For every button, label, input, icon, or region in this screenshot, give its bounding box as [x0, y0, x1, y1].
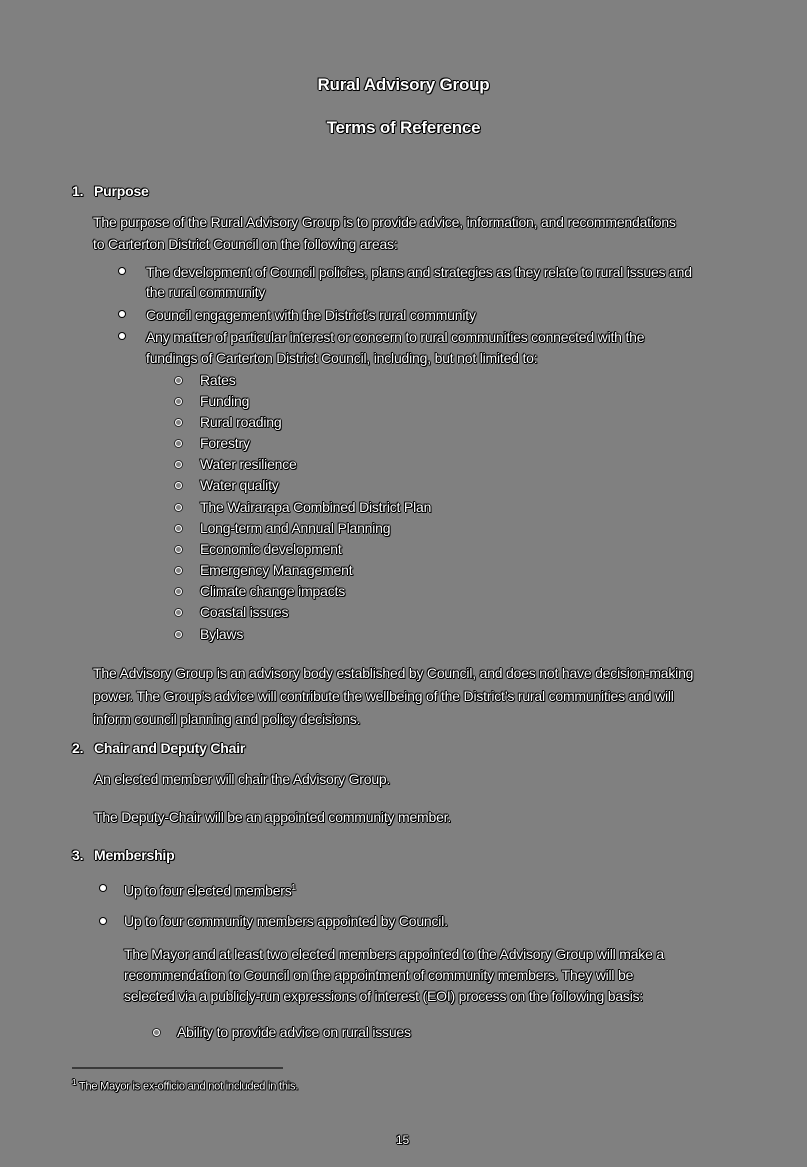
- basis-item-1: Ability to provide advice on rural issues: [177, 1024, 411, 1040]
- appointment-line-1: The Mayor and at least two elected members appointed to the Advisory Group will make a: [124, 946, 664, 962]
- sub-item-forestry: Forestry: [200, 435, 250, 451]
- chair-paragraph-1: An elected member will chair the Advisory Group.: [94, 771, 391, 787]
- bullet-icon: [100, 885, 106, 891]
- circle-bullet-icon: [175, 567, 182, 574]
- purpose-closing-line-2: power. The Group’s advice will contribute the wellbeing of the District’s rural communities and will: [93, 688, 674, 704]
- document-subtitle: Terms of Reference: [326, 118, 481, 137]
- sub-item-district-plan: The Wairarapa Combined District Plan: [200, 499, 432, 515]
- sub-item-economic-development: Economic development: [200, 541, 342, 557]
- circle-bullet-icon: [175, 525, 182, 532]
- purpose-intro-line-2: to Carterton District Council on the following areas:: [93, 236, 398, 252]
- membership-bullet-2: Up to four community members appointed by Council.: [124, 913, 448, 929]
- footnote-marker: 1: [72, 1078, 77, 1087]
- page-number: 15: [396, 1133, 409, 1147]
- sub-item-rural-roading: Rural roading: [200, 414, 282, 430]
- section-heading-purpose: Purpose: [94, 183, 149, 199]
- sub-item-coastal-issues: Coastal issues: [200, 604, 289, 620]
- circle-bullet-icon: [175, 377, 182, 384]
- bullet-icon: [119, 333, 125, 339]
- section-heading-membership: Membership: [94, 847, 175, 863]
- bullet-icon: [119, 268, 125, 274]
- circle-bullet-icon: [175, 546, 182, 553]
- section-number-1: 1.: [72, 183, 84, 199]
- membership-bullet-1-text: Up to four elected members: [124, 882, 292, 899]
- sub-item-climate-change: Climate change impacts: [200, 583, 345, 599]
- sub-item-emergency-management: Emergency Management: [200, 562, 353, 578]
- purpose-closing-line-3: inform council planning and policy decisions.: [93, 711, 361, 727]
- circle-bullet-icon: [175, 504, 182, 511]
- section-number-3: 3.: [72, 847, 84, 863]
- circle-bullet-icon: [175, 482, 182, 489]
- circle-bullet-icon: [175, 461, 182, 468]
- circle-bullet-icon: [175, 631, 182, 638]
- circle-bullet-icon: [175, 419, 182, 426]
- circle-bullet-icon: [153, 1029, 160, 1036]
- sub-item-water-resilience: Water resilience: [200, 456, 297, 472]
- chair-paragraph-2: The Deputy-Chair will be an appointed community member.: [94, 809, 452, 825]
- bullet-icon: [100, 918, 106, 924]
- membership-bullet-1: [124, 877, 296, 902]
- circle-bullet-icon: [175, 609, 182, 616]
- purpose-bullet-3-line-2: fundings of Carterton District Council, including, but not limited to:: [146, 350, 538, 366]
- purpose-closing-line-1: The Advisory Group is an advisory body established by Council, and does not have decision-making: [93, 665, 694, 681]
- sub-item-long-term-planning: Long-term and Annual Planning: [200, 520, 391, 536]
- purpose-bullet-3-line-1: Any matter of particular interest or concern to rural communities connected with the: [146, 329, 645, 345]
- circle-bullet-icon: [175, 398, 182, 405]
- purpose-intro-line-1: The purpose of the Rural Advisory Group is to provide advice, information, and recommendations: [93, 214, 676, 230]
- footnote-ref[interactable]: 1: [291, 883, 296, 892]
- appointment-line-3: selected via a publicly-run expressions of interest (EOI) process on the following basis:: [124, 988, 644, 1004]
- sub-item-funding: Funding: [200, 393, 250, 409]
- appointment-line-2: recommendation to Council on the appointment of community members. They will be: [124, 967, 634, 983]
- circle-bullet-icon: [175, 588, 182, 595]
- sub-item-water-quality: Water quality: [200, 477, 279, 493]
- purpose-bullet-2: Council engagement with the District’s rural community: [146, 307, 476, 323]
- section-number-2: 2.: [72, 740, 84, 756]
- purpose-bullet-1-line-2: the rural community: [146, 284, 266, 300]
- section-heading-chair: Chair and Deputy Chair: [94, 740, 246, 756]
- footnote: [72, 1078, 298, 1093]
- purpose-bullet-1-line-1: The development of Council policies, plans and strategies as they relate to rural issues and: [146, 264, 692, 280]
- footnote-divider: [72, 1067, 283, 1069]
- circle-bullet-icon: [175, 440, 182, 447]
- document-title: Rural Advisory Group: [317, 75, 490, 94]
- bullet-icon: [119, 311, 125, 317]
- sub-item-bylaws: Bylaws: [200, 626, 244, 642]
- footnote-text: The Mayor is ex-officio and not included in this.: [78, 1080, 299, 1093]
- sub-item-rates: Rates: [200, 372, 236, 388]
